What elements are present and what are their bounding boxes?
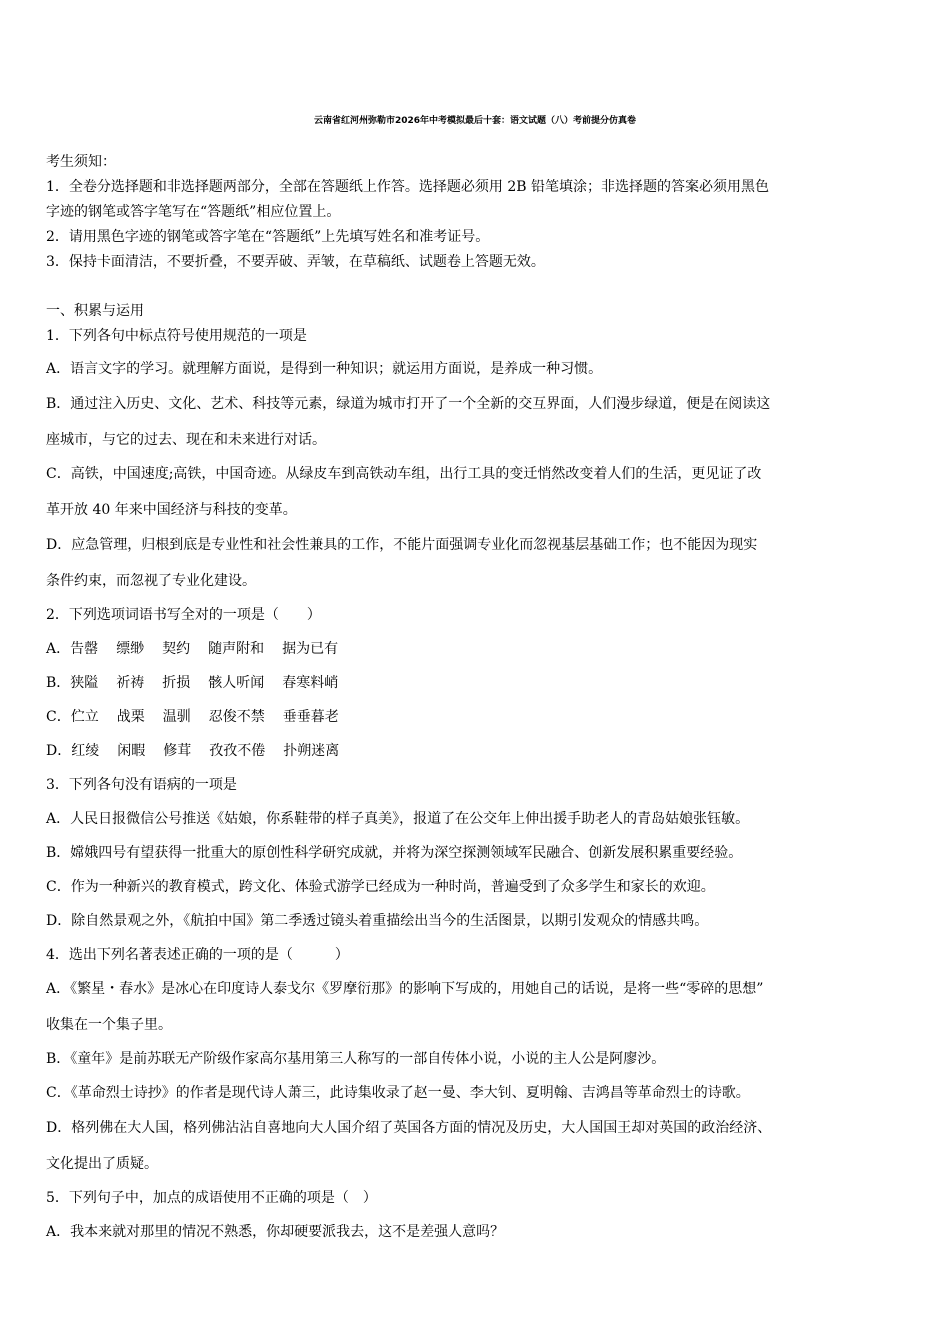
question-1-option-d-cont: 条件约束，而忽视了专业化建设。 <box>46 573 256 589</box>
question-5-option-a: A．我本来就对那里的情况不熟悉，你却硬要派我去，这不是差强人意吗？ <box>46 1224 505 1240</box>
word: 孜孜不倦 <box>209 743 266 759</box>
word: 祈祷 <box>116 675 145 691</box>
word: 契约 <box>162 641 191 657</box>
word: 告罄 <box>70 641 99 657</box>
word: 闲暇 <box>117 743 146 759</box>
word: 忍俊不禁 <box>208 709 265 725</box>
notice-item: 2．请用黑色字迹的钢笔或答字笔在“答题纸”上先填写姓名和准考证号。 <box>46 229 490 245</box>
word: 伫立 <box>70 709 99 725</box>
word: 红绫 <box>71 743 100 759</box>
question-4-option-a-cont: 收集在一个集子里。 <box>46 1017 172 1033</box>
option-label: D． <box>46 743 72 759</box>
question-4-option-d-cont: 文化提出了质疑。 <box>46 1156 158 1172</box>
question-1-option-b-cont: 座城市，与它的过去、现在和未来进行对话。 <box>46 432 326 448</box>
question-1-option-d: D．应急管理，归根到底是专业性和社会性兼具的工作，不能片面强调专业化而忽视基层基础工作；也不能因为现实 <box>46 537 758 553</box>
question-4-option-c: C．《革命烈士诗抄》的作者是现代诗人萧三，此诗集收录了赵一曼、李大钊、夏明翰、吉鸿昌等革命烈士的诗歌。 <box>46 1085 750 1101</box>
option-label: B． <box>46 675 71 691</box>
question-1-stem: 1．下列各句中标点符号使用规范的一项是 <box>46 328 307 344</box>
word: 扑朔迷离 <box>283 743 340 759</box>
option-label: A． <box>46 641 71 657</box>
question-3-option-b: B．嫦娥四号有望获得一批重大的原创性科学研究成就，并将为深空探测领域军民融合、创新发展积累重要经验。 <box>46 845 743 861</box>
option-label: C． <box>46 709 71 725</box>
question-3-option-d: D．除自然景观之外，《航拍中国》第二季透过镜头着重描绘出当今的生活图景，以期引发观众的情感共鸣。 <box>46 913 709 929</box>
question-2-option-d <box>46 742 357 760</box>
question-5-stem: 5．下列句子中，加点的成语使用不正确的项是（ ） <box>46 1190 377 1206</box>
word: 修茸 <box>163 743 192 759</box>
word: 随声附和 <box>208 641 265 657</box>
question-4-option-a: A．《繁星・春水》是冰心在印度诗人泰戈尔《罗摩衍那》的影响下写成的，用她自己的话说，是将一些“零碎的思想” <box>46 981 764 997</box>
word: 折损 <box>162 675 191 691</box>
question-1-option-a: A．语言文字的学习。就理解方面说，是得到一种知识；就运用方面说，是养成一种习惯。 <box>46 361 603 377</box>
question-2-option-a <box>46 640 356 658</box>
question-3-option-c: C．作为一种新兴的教育模式，跨文化、体验式游学已经成为一种时尚，普遍受到了众多学生和家长的欢迎。 <box>46 879 715 895</box>
word: 缥缈 <box>116 641 145 657</box>
word: 骸人听闻 <box>208 675 265 691</box>
word: 战栗 <box>116 709 145 725</box>
word: 据为已有 <box>282 641 339 657</box>
notice-item: 1．全卷分选择题和非选择题两部分，全部在答题纸上作答。选择题必须用 2B 铅笔填涂；非选择题的答案必须用黑色 <box>46 179 769 195</box>
question-3-option-a: A．人民日报微信公号推送《姑娘，你系鞋带的样子真美》，报道了在公交年上伸出援手助老人的青岛姑娘张钰敏。 <box>46 811 750 827</box>
word: 狭隘 <box>70 675 99 691</box>
question-2-option-c <box>46 708 357 726</box>
question-1-option-b: B．通过注入历史、文化、艺术、科技等元素，绿道为城市打开了一个全新的交互界面，人们漫步绿道，便是在阅读这 <box>46 396 771 412</box>
question-1-option-c-cont: 革开放 40 年来中国经济与科技的变革。 <box>46 502 297 518</box>
question-2-stem: 2．下列选项词语书写全对的一项是（ ） <box>46 607 321 623</box>
page-title: 云南省红河州弥勒市2026年中考模拟最后十套：语文试题（八）考前提分仿真卷 <box>313 116 637 126</box>
word: 垂垂暮老 <box>282 709 339 725</box>
question-1-option-c: C．高铁，中国速度;高铁，中国奇迹。从绿皮车到高铁动车组，出行工具的变迁悄然改变着人们的生活，更见证了改 <box>46 466 762 482</box>
question-4-option-b: B．《童年》是前苏联无产阶级作家高尔基用第三人称写的一部自传体小说，小说的主人公是阿廖沙。 <box>46 1051 666 1067</box>
notice-heading: 考生须知： <box>46 154 116 170</box>
question-4-stem: 4．选出下列名著表述正确的一项的是（ ） <box>46 947 349 963</box>
section-heading: 一、积累与运用 <box>46 303 144 319</box>
question-2-option-b <box>46 674 356 692</box>
question-3-stem: 3．下列各句没有语病的一项是 <box>46 777 237 793</box>
question-4-option-d: D．格列佛在大人国，格列佛沾沾自喜地向大人国介绍了英国各方面的情况及历史，大人国国王却对英国的政治经济、 <box>46 1120 772 1136</box>
word: 温驯 <box>162 709 191 725</box>
word: 春寒料峭 <box>282 675 339 691</box>
notice-item: 字迹的钢笔或答字笔写在“答题纸”相应位置上。 <box>46 204 341 220</box>
notice-item: 3．保持卡面清洁，不要折叠，不要弄破、弄皱，在草稿纸、试题卷上答题无效。 <box>46 254 545 270</box>
